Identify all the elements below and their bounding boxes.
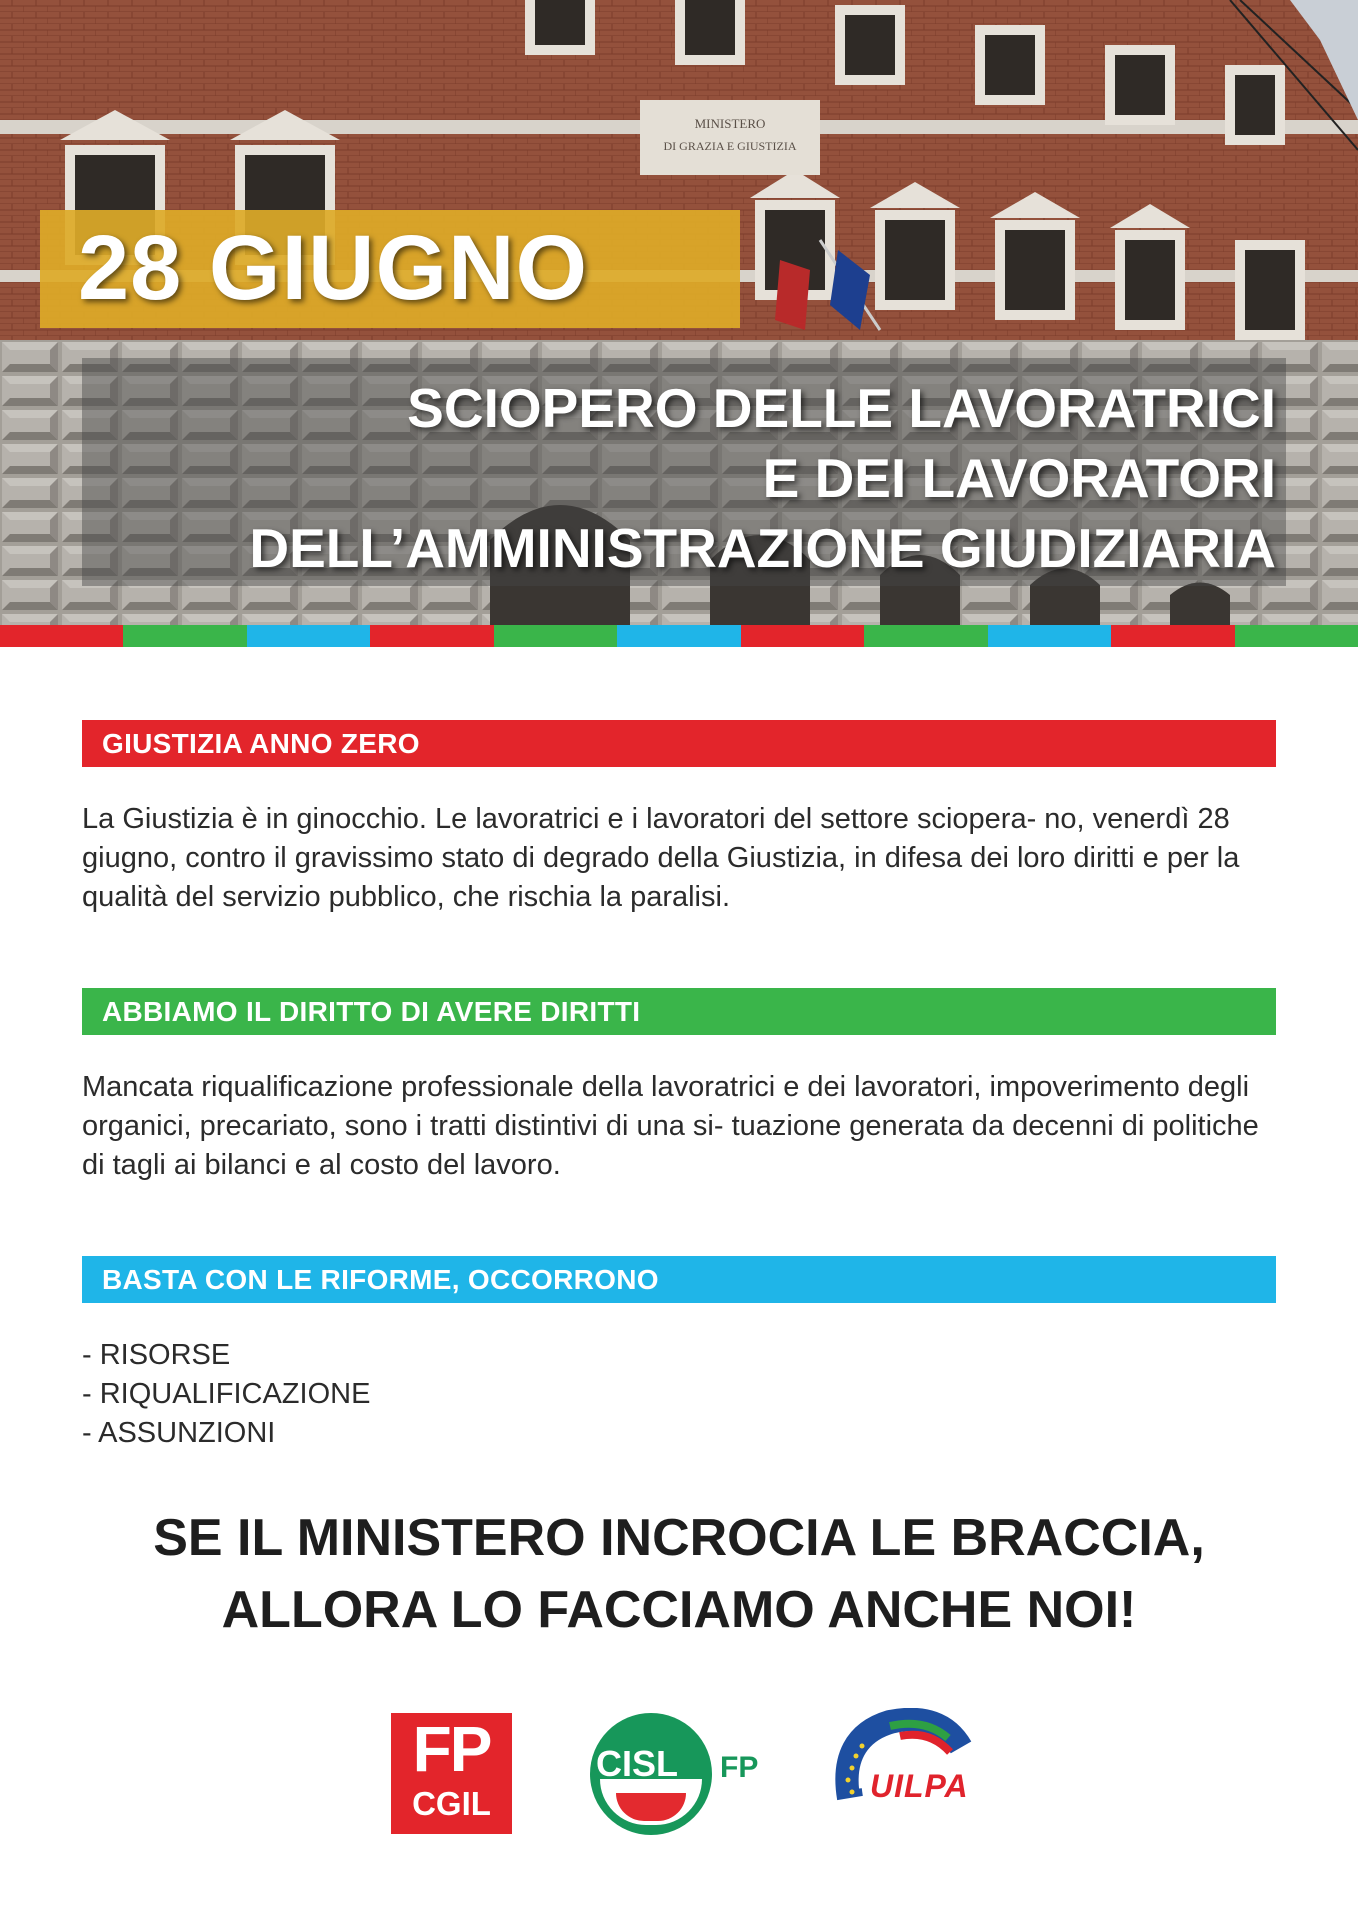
strike-date: 28 GIUGNO [78,217,589,319]
demands-list [82,1336,370,1453]
svg-text:MINISTERO: MINISTERO [694,116,766,131]
fp-cgil-logo [391,1713,512,1834]
section-text-diritti: Mancata riqualificazione professionale della lavoratrici e dei lavoratori, impoverimento degli organici, precariato, sono i tratti distintivi di una si- tuazione generata da decenni di politiche di tagli ai bilanci e al costo del lavoro. [82,1071,1259,1181]
fp-cgil-logo-bottom: CGIL [412,1785,491,1822]
cisl-circle-emblem [590,1713,712,1835]
section-heading-diritti: ABBIAMO IL DIRITTO DI AVERE DIRITTI [82,988,1276,1035]
slogan-line-2: ALLORA LO FACCIAMO ANCHE NOI! [221,1581,1137,1639]
section-heading-riforme: BASTA CON LE RIFORME, OCCORRONO [82,1256,1276,1303]
cisl-logo-suffix: FP [720,1751,759,1784]
cisl-fp-logo [590,1713,770,1837]
svg-text:DI GRAZIA E GIUSTIZIA: DI GRAZIA E GIUSTIZIA [663,139,797,153]
uilpa-logo [830,1708,1000,1838]
title-line-2: E DEI LAVORATORI [762,447,1276,509]
cisl-logo-text: CISL [596,1743,679,1784]
list-item: - RIQUALIFICAZIONE [82,1378,371,1410]
uilpa-logo-text: UILPA [870,1768,969,1804]
hero-banner [0,0,1358,625]
section-heading-giustizia: GIUSTIZIA ANNO ZERO [82,720,1276,767]
fp-cgil-logo-top: FP [412,1713,491,1785]
color-stripe-divider [0,625,1358,647]
list-item: - RISORSE [82,1339,231,1371]
slogan-line-1: SE IL MINISTERO INCROCIA LE BRACCIA, [153,1509,1205,1567]
section-text-giustizia: La Giustizia è in ginocchio. Le lavoratrici e i lavoratori del settore sciopera- no, venerdì 28 giugno, contro il gravissimo stato di degrado della Giustizia, in difesa dei loro diritti e per la qualità del servizio pubblico, che rischia la paralisi. [82,803,1240,913]
list-item: - ASSUNZIONI [82,1417,276,1449]
title-line-3: DELL’AMMINISTRAZIONE GIUDIZIARIA [249,517,1276,579]
title-line-1: SCIOPERO DELLE LAVORATRICI [407,377,1276,439]
